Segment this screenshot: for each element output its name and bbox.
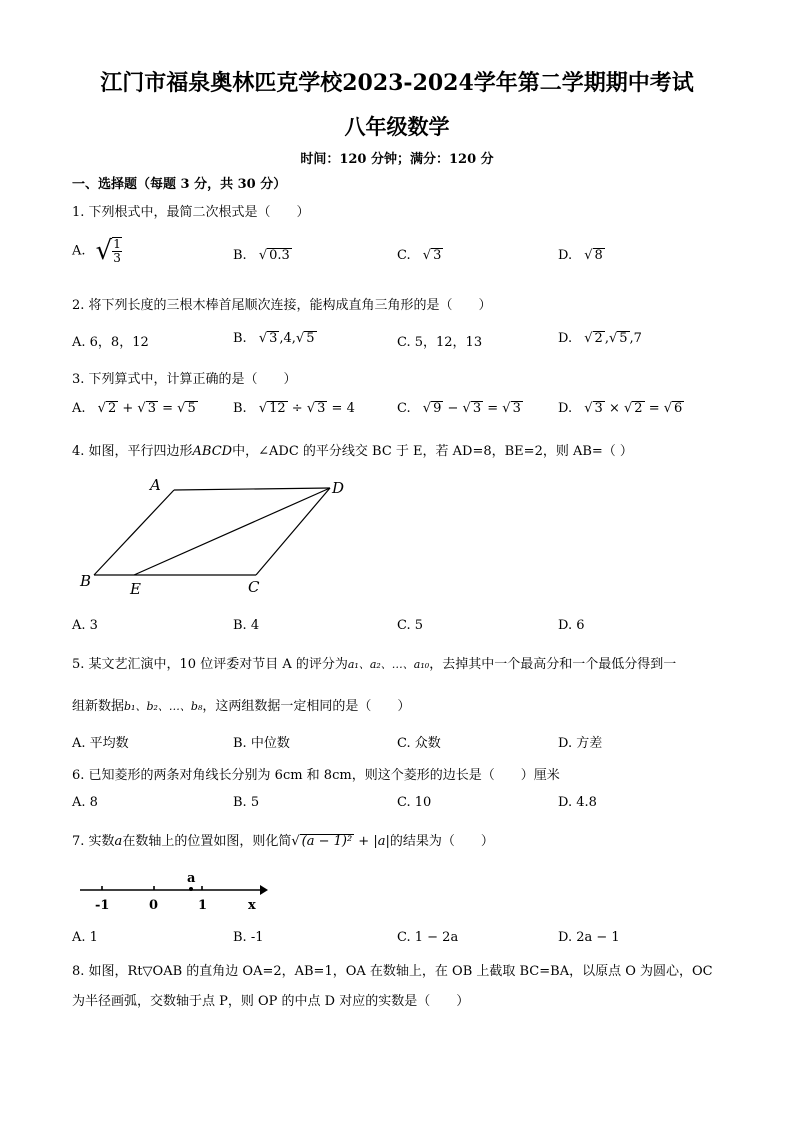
label-1: 1 (198, 898, 208, 913)
label-0: 0 (149, 898, 159, 913)
question-8-line-1: 8. 如图，Rt▽OAB 的直角边 OA=2，AB=1，OA 在数轴上，在 OB 上截取 BC=BA，以原点 O 为圆心，OC (72, 964, 713, 979)
question-5-line-2 (72, 695, 410, 714)
operator: × (604, 401, 624, 416)
edge-ad (174, 488, 330, 490)
radicand: 6 (674, 401, 683, 416)
stem-vars: b₁、b₂、…、b₈ (124, 700, 203, 713)
question-7-stem (72, 830, 494, 849)
q2-option-a: A. 6，8，12 (72, 335, 149, 350)
q1-option-c (397, 248, 443, 263)
radical-sign: √ (502, 401, 511, 416)
label-b: B (80, 572, 92, 590)
numerator: 1 (113, 236, 121, 251)
q4-option-c: C. 5 (397, 618, 424, 633)
option-label: B. (233, 401, 247, 416)
radicand: 3 (512, 401, 521, 416)
radicand: 3 (472, 401, 482, 416)
radical-sign: √ (663, 401, 673, 416)
question-3-stem: 3. 下列算式中，计算正确的是（ ） (72, 372, 297, 387)
label-x: x (248, 898, 256, 913)
section-heading: 一、选择题（每题 3 分，共 30 分） (72, 177, 287, 192)
radical-sign: √ (462, 401, 471, 416)
question-6-stem: 6. 已知菱形的两条对角线长分别为 6cm 和 8cm，则这个菱形的边长是（ ）厘米 (72, 768, 560, 783)
option-label: B. (233, 331, 247, 346)
radicand: 5 (619, 331, 628, 346)
label-a: a (187, 871, 196, 886)
radicand: 3 (594, 401, 603, 416)
q2-option-d (558, 331, 642, 346)
radical-sign: √ (177, 401, 186, 416)
exam-title: 江门市福泉奥林匹克学校2023-2024学年第二学期期中考试 (100, 70, 694, 96)
radical-sign: √ (97, 401, 106, 416)
radicand: 0.3 (269, 248, 290, 263)
label-e: E (130, 580, 141, 598)
q6-option-d: D. 4.8 (558, 795, 597, 810)
q5-option-d: D. 方差 (558, 736, 603, 751)
label-d: D (332, 479, 345, 497)
radical-sign: √ (608, 331, 618, 346)
denominator: 3 (113, 251, 121, 265)
option-label: C. (397, 248, 411, 263)
radicand: 5 (187, 401, 196, 416)
q7-option-b: B. -1 (233, 930, 264, 945)
stem-vars: a₁、a₂、…、a₁₀ (347, 658, 430, 671)
q5-option-a: A. 平均数 (72, 736, 129, 751)
label-neg1: -1 (95, 898, 110, 913)
q1-option-d (558, 248, 605, 263)
q7-option-a: A. 1 (72, 930, 98, 945)
q4-option-a: A. 3 (72, 618, 98, 633)
stem-var: a (114, 834, 123, 849)
operator: − (443, 401, 463, 416)
stem-text: 7. 实数 (72, 834, 115, 849)
question-5-line-1 (72, 653, 676, 672)
radical-sign: √ (95, 236, 113, 266)
option-label: D. (558, 401, 573, 416)
stem-text: 5. 某文艺汇演中，10 位评委对节目 A 的评分为 (72, 657, 348, 672)
radical-sign: √ (422, 248, 432, 263)
radical-sign: √ (306, 401, 316, 416)
operator: ÷ (287, 401, 307, 416)
radical-sign: √ (258, 401, 268, 416)
operator: + (118, 401, 138, 416)
stem-text: 组新数据 (72, 699, 125, 714)
radicand: (a − 1)² (301, 834, 353, 849)
radical-sign: √ (584, 248, 593, 263)
question-1-stem: 1. 下列根式中，最简二次根式是（ ） (72, 205, 310, 220)
question-8-line-2: 为半径画弧，交数轴于点 P，则 OP 的中点 D 对应的实数是（ ） (72, 994, 470, 1009)
axis-arrow (260, 885, 268, 895)
option-label: C. (397, 401, 411, 416)
q6-option-a: A. 8 (72, 795, 98, 810)
radical-sign: √ (584, 401, 593, 416)
radicand: 3 (433, 248, 442, 263)
stem-text: 在数轴上的位置如图，则化简 (122, 834, 292, 849)
time-info: 时间：120 分钟；满分：120 分 (300, 152, 494, 167)
radicand: 8 (594, 248, 603, 263)
tail-text: ,7 (629, 331, 642, 346)
question-2-stem: 2. 将下列长度的三根木棒首尾顺次连接，能构成直角三角形的是（ ） (72, 298, 492, 313)
stem-text: 中，∠ADC 的平分线交 BC 于 E，若 AD=8，BE=2，则 AB=（ ） (232, 444, 633, 459)
exam-subtitle: 八年级数学 (344, 114, 450, 139)
stem-text: 4. 如图，平行四边形 (72, 444, 193, 459)
radical-sign: √ (584, 331, 593, 346)
parallelogram-figure (72, 470, 372, 600)
q3-option-b (233, 401, 355, 416)
radicand: 5 (306, 331, 315, 346)
option-label: B. (233, 248, 247, 263)
number-line (78, 868, 278, 914)
equals: = (483, 401, 503, 416)
radical-sign: √ (291, 834, 300, 849)
q7-option-c: C. 1 − 2a (397, 930, 459, 945)
stem-text: ，这两组数据一定相同的是（ ） (202, 699, 411, 714)
radicand: 2 (594, 331, 603, 346)
radicand: 3 (269, 331, 278, 346)
option-label: A. (72, 401, 86, 416)
option-label: A. (72, 243, 86, 259)
q1-option-b (233, 248, 292, 263)
radical-sign: √ (295, 331, 305, 346)
radical-sign: √ (137, 401, 146, 416)
radical-sign: √ (422, 401, 432, 416)
edge-cd (256, 488, 330, 575)
q4-option-d: D. 6 (558, 618, 585, 633)
q2-option-c: C. 5，12，13 (397, 335, 483, 350)
q3-option-c (397, 401, 523, 416)
q2-option-b (233, 331, 317, 346)
q3-option-a (72, 401, 198, 416)
radicand: 2 (107, 401, 117, 416)
option-label: D. (558, 248, 573, 263)
label-a: A (150, 476, 161, 494)
radicand: 12 (269, 401, 286, 416)
q4-option-b: B. 4 (233, 618, 260, 633)
q6-option-b: B. 5 (233, 795, 260, 810)
point-a (189, 887, 193, 891)
equals: = 4 (327, 401, 355, 416)
stem-text: 的结果为（ ） (389, 834, 494, 849)
radical-sign: √ (258, 248, 268, 263)
label-c: C (248, 578, 260, 596)
stem-text: ，去掉其中一个最高分和一个最低分得到一 (429, 657, 677, 672)
q5-option-b: B. 中位数 (233, 736, 290, 751)
radical-sign: √ (258, 331, 268, 346)
sqrt-fraction (96, 236, 122, 266)
q3-option-d (558, 401, 684, 416)
q7-option-d: D. 2a − 1 (558, 930, 620, 945)
stem-var: ABCD (192, 444, 233, 459)
radicand: 9 (433, 401, 442, 416)
radicand: 3 (317, 401, 326, 416)
fraction (112, 237, 122, 265)
radical-sign: √ (623, 401, 633, 416)
abs-term: + |a| (354, 834, 390, 849)
equals: = (158, 401, 178, 416)
separator: , (604, 331, 609, 346)
equals: = (644, 401, 664, 416)
q5-option-c: C. 众数 (397, 736, 441, 751)
q1-option-a (72, 236, 122, 266)
radicand: 3 (147, 401, 156, 416)
q6-option-c: C. 10 (397, 795, 432, 810)
question-4-stem (72, 440, 633, 459)
separator: ,4, (279, 331, 296, 346)
radicand: 2 (634, 401, 643, 416)
option-label: D. (558, 331, 573, 346)
